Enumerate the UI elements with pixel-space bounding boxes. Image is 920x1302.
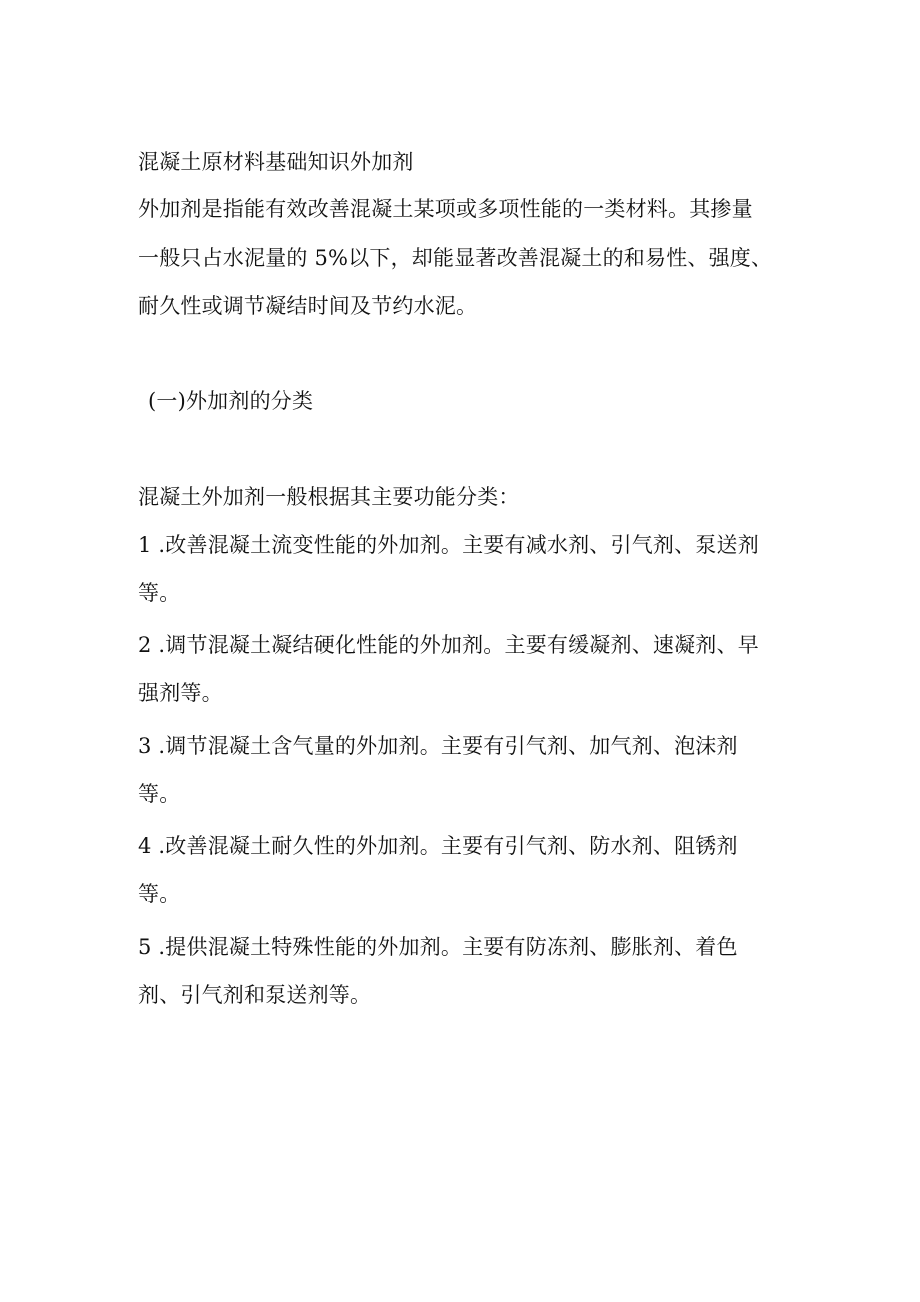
intro-line-2: 一般只占水泥量的 5%以下，却能显著改善混凝土的和易性、强度、 — [138, 246, 773, 270]
list-item-5-line-1: 5 .提供混凝土特殊性能的外加剂。主要有防冻剂、膨胀剂、着色 — [138, 935, 738, 959]
intro-line-3: 耐久性或调节凝结时间及节约水泥。 — [138, 294, 478, 318]
list-item-3-line-2: 等。 — [138, 782, 181, 806]
list-item-5-line-2: 剂、引气剂和泵送剂等。 — [138, 983, 372, 1007]
section-heading: (一)外加剂的分类 — [148, 389, 314, 413]
list-item-1-line-1: 1 .改善混凝土流变性能的外加剂。主要有减水剂、引气剂、泵送剂 — [138, 533, 759, 557]
list-item-3-line-1: 3 .调节混凝土含气量的外加剂。主要有引气剂、加气剂、泡沫剂 — [138, 734, 738, 758]
intro-line-1: 外加剂是指能有效改善混凝土某项或多项性能的一类材料。其掺量 — [138, 197, 753, 221]
list-item-4-line-2: 等。 — [138, 882, 181, 906]
list-item-2-line-1: 2 .调节混凝土凝结硬化性能的外加剂。主要有缓凝剂、速凝剂、早 — [138, 633, 759, 657]
list-item-4-line-1: 4 .改善混凝土耐久性的外加剂。主要有引气剂、防水剂、阻锈剂 — [138, 834, 738, 858]
list-item-2-line-2: 强剂等。 — [138, 681, 223, 705]
document-title: 混凝土原材料基础知识外加剂 — [138, 150, 414, 174]
classification-lead: 混凝土外加剂一般根据其主要功能分类： — [138, 485, 520, 509]
list-item-1-line-2: 等。 — [138, 581, 181, 605]
